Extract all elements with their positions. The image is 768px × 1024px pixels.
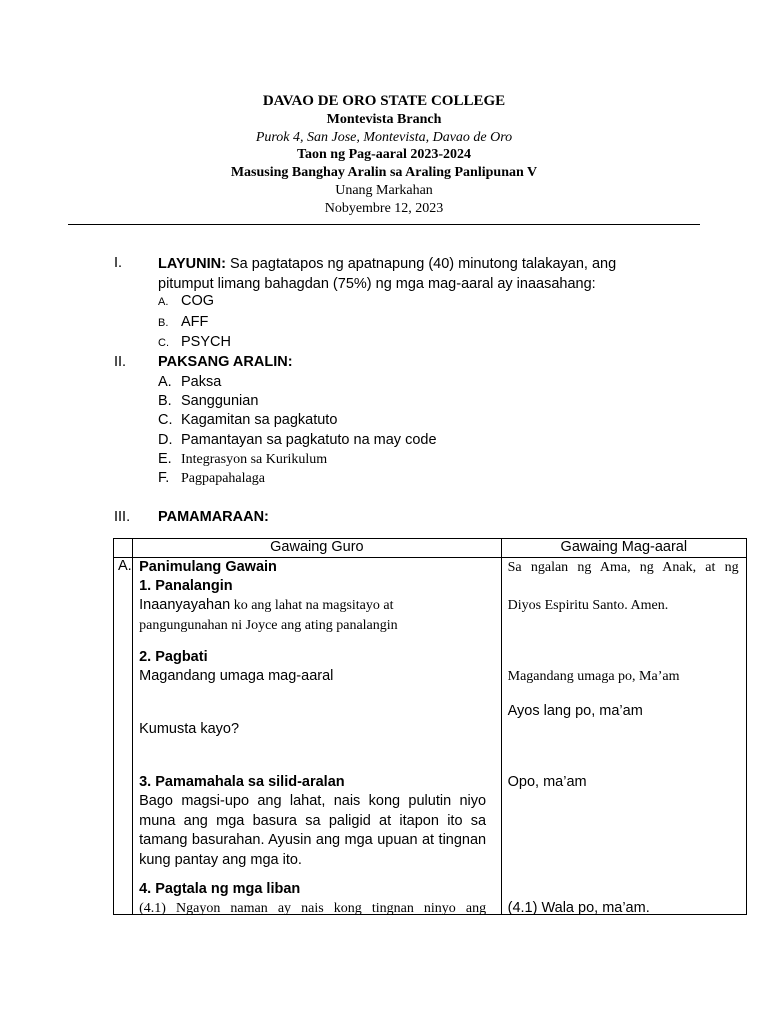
prayer-title: 1. Panalangin (139, 578, 233, 594)
branch-name: Montevista Branch (326, 111, 442, 127)
classroom-mgmt-title: 3. Pamamahala sa silid-aralan (139, 774, 345, 790)
address: Purok 4, San Jose, Montevista, Davao de Oro (255, 129, 513, 145)
document-header (0, 93, 768, 218)
section1-text-line2: pitumput limang bahagdan (75%) ng mga mag-aaral ay inaasahang: (158, 275, 596, 292)
student-greeting: Magandang umaga po, Ma’am (507, 669, 680, 684)
classroom-mgmt-text: Bago magsi-upo ang lahat, nais kong pulutin niyo muna ang mga basura sa paligid at itapon ito sa tamang basurahan. Ayusin ang mga upuan at tingnan kung pantay ang mga ito. (139, 793, 487, 868)
student-agree: Opo, ma’am (507, 774, 587, 790)
topic-item-paksa: A. Paksa (158, 374, 222, 390)
teacher-heading: Panimulang Gawain (139, 559, 277, 575)
topic-item-kagamitan: C. Kagamitan sa pagkatuto (158, 412, 338, 428)
plan-title: Masusing Banghay Aralin sa Araling Panlipunan V (230, 165, 538, 181)
table-row (114, 558, 747, 915)
prayer-instruction: Inaanyayahan ko ang lahat na magsitayo at (139, 597, 394, 613)
procedure-table (113, 538, 747, 915)
section1-label: LAYUNIN: (158, 256, 226, 272)
objective-item-cog: A. COG (158, 293, 215, 309)
section1-text-line1: Sa pagtatapos ng apatnapung (40) minutong talakayan, ang (225, 256, 617, 272)
teacher-cell (133, 558, 502, 915)
greeting-title: 2. Pagbati (139, 649, 208, 665)
attendance-title: 4. Pagtala ng mga liban (139, 881, 301, 897)
objective-item-psych: C. PSYCH (158, 334, 231, 350)
quarter: Unang Markahan (335, 182, 433, 198)
table-header-teacher: Gawaing Guro (133, 539, 502, 558)
attendance-text: (4.1) Ngayon naman ay nais kong tingnan ninyo ang (139, 901, 487, 916)
student-attendance: (4.1) Wala po, ma’am. (507, 900, 650, 916)
row-label: A. (114, 558, 133, 915)
student-cell (501, 558, 746, 915)
student-prayer-line1: Sa ngalan ng Ama, ng Anak, at ng (507, 560, 739, 575)
topic-item-sanggunian: B. Sanggunian (158, 393, 259, 409)
header-divider (68, 224, 700, 225)
topic-item-integrasyon: E. Integrasyon sa Kurikulum (158, 451, 328, 467)
student-prayer-line2: Diyos Espiritu Santo. Amen. (507, 598, 669, 613)
section1-numeral: I. (114, 255, 123, 271)
section2-numeral: II. (114, 354, 127, 370)
greeting-text: Magandang umaga mag-aaral (139, 668, 334, 684)
college-name: DAVAO DE ORO STATE COLLEGE (262, 93, 506, 109)
student-wellbeing: Ayos lang po, ma’am (507, 703, 643, 719)
section1-intro (158, 255, 658, 294)
section3-numeral: III. (114, 509, 131, 525)
prayer-leader: pangungunahan ni Joyce ang ating panalangin (139, 618, 398, 633)
table-header-blank (114, 539, 133, 558)
date: Nobyembre 12, 2023 (324, 200, 444, 216)
table-header-student: Gawaing Mag-aaral (501, 539, 746, 558)
section2-label: PAKSANG ARALIN: (158, 354, 293, 370)
section3-label: PAMAMARAAN: (158, 509, 269, 525)
topic-item-pamantayan: D. Pamantayan sa pagkatuto na may code (158, 432, 437, 448)
school-year: Taon ng Pag-aaral 2023-2024 (296, 147, 472, 163)
topic-item-pagpapahalaga: F. Pagpapahalaga (158, 470, 265, 486)
table-header-row (114, 539, 747, 558)
objective-item-aff: B. AFF (158, 314, 209, 330)
greeting-question: Kumusta kayo? (139, 721, 240, 737)
